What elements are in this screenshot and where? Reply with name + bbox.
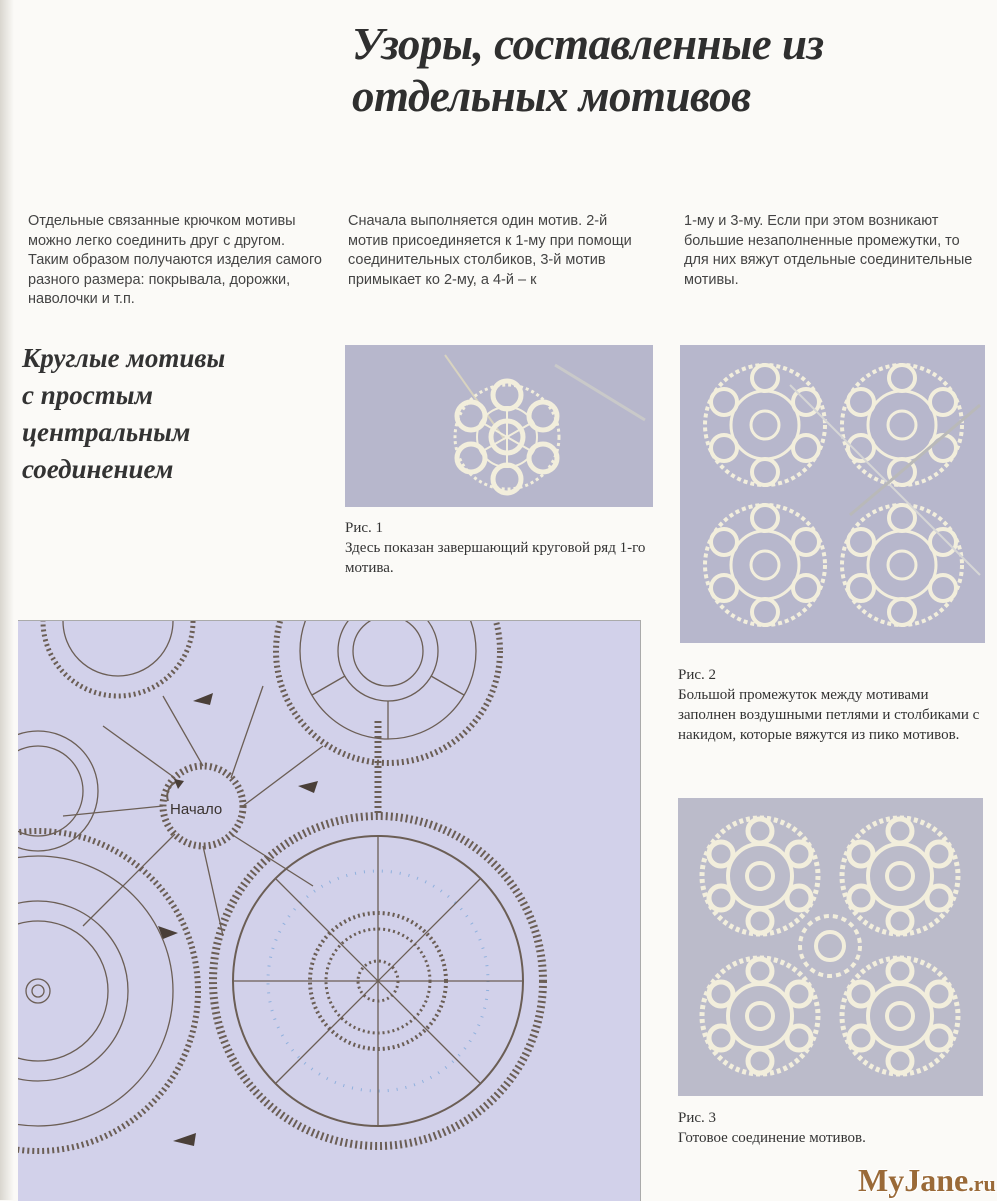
fig-2-caption — [678, 665, 988, 745]
intro-paragraph-3: 1-му и 3-му. Если при этом возникают большие незаполненные промежутки, то для них вяжут отдельные соединительные мотивы. — [684, 213, 973, 288]
page-title-line-1: Узоры, составленные из — [352, 19, 824, 69]
page-title-line-2: отдельных мотивов — [352, 71, 751, 121]
fig-2-label: Рис. 2 — [678, 667, 717, 683]
photo-fig-1 — [345, 345, 653, 507]
section-title-line-4: соединением — [22, 454, 174, 484]
fig-3-text: Готовое соединение мотивов. — [678, 1130, 866, 1146]
watermark-main: MyJane — [858, 1162, 969, 1198]
fig-3-caption — [678, 1108, 988, 1148]
page-spine — [0, 0, 14, 1200]
watermark-suffix: .ru — [968, 1171, 996, 1196]
intro-paragraph-2: Сначала выполняется один мотив. 2-й мотив присоединяется к 1-му при помощи соединительных столбиков, 3-й мотив примыкает ко 2-му, а 4-й – к — [348, 213, 632, 288]
section-title-line-2: с простым — [22, 380, 153, 410]
section-title-line-3: центральным — [22, 417, 191, 447]
page-title — [352, 18, 952, 122]
fig-3-label: Рис. 3 — [678, 1110, 717, 1126]
photo-fig-2 — [680, 345, 985, 643]
section-title — [22, 340, 322, 488]
site-watermark — [858, 1162, 996, 1199]
diagram-start-label: Начало — [170, 801, 223, 818]
intro-paragraph-1: Отдельные связанные крючком мотивы можно легко соединить друг с другом. Таким образом получаются изделия самого разного размера: покрывала, дорожки, наволочки и т.п. — [28, 213, 322, 307]
fig-2-text: Большой промежуток между мотивами заполнен воздушными петлями и столбиками с накидом, которые вяжутся из пико мотивов. — [678, 687, 980, 743]
crochet-diagram — [18, 620, 641, 1201]
fig-1-label: Рис. 1 — [345, 520, 384, 536]
photo-fig-3 — [678, 798, 983, 1096]
fig-1-caption — [345, 518, 655, 578]
section-title-line-1: Круглые мотивы — [22, 343, 226, 373]
fig-1-text: Здесь показан завершающий круговой ряд 1-го мотива. — [345, 540, 646, 576]
